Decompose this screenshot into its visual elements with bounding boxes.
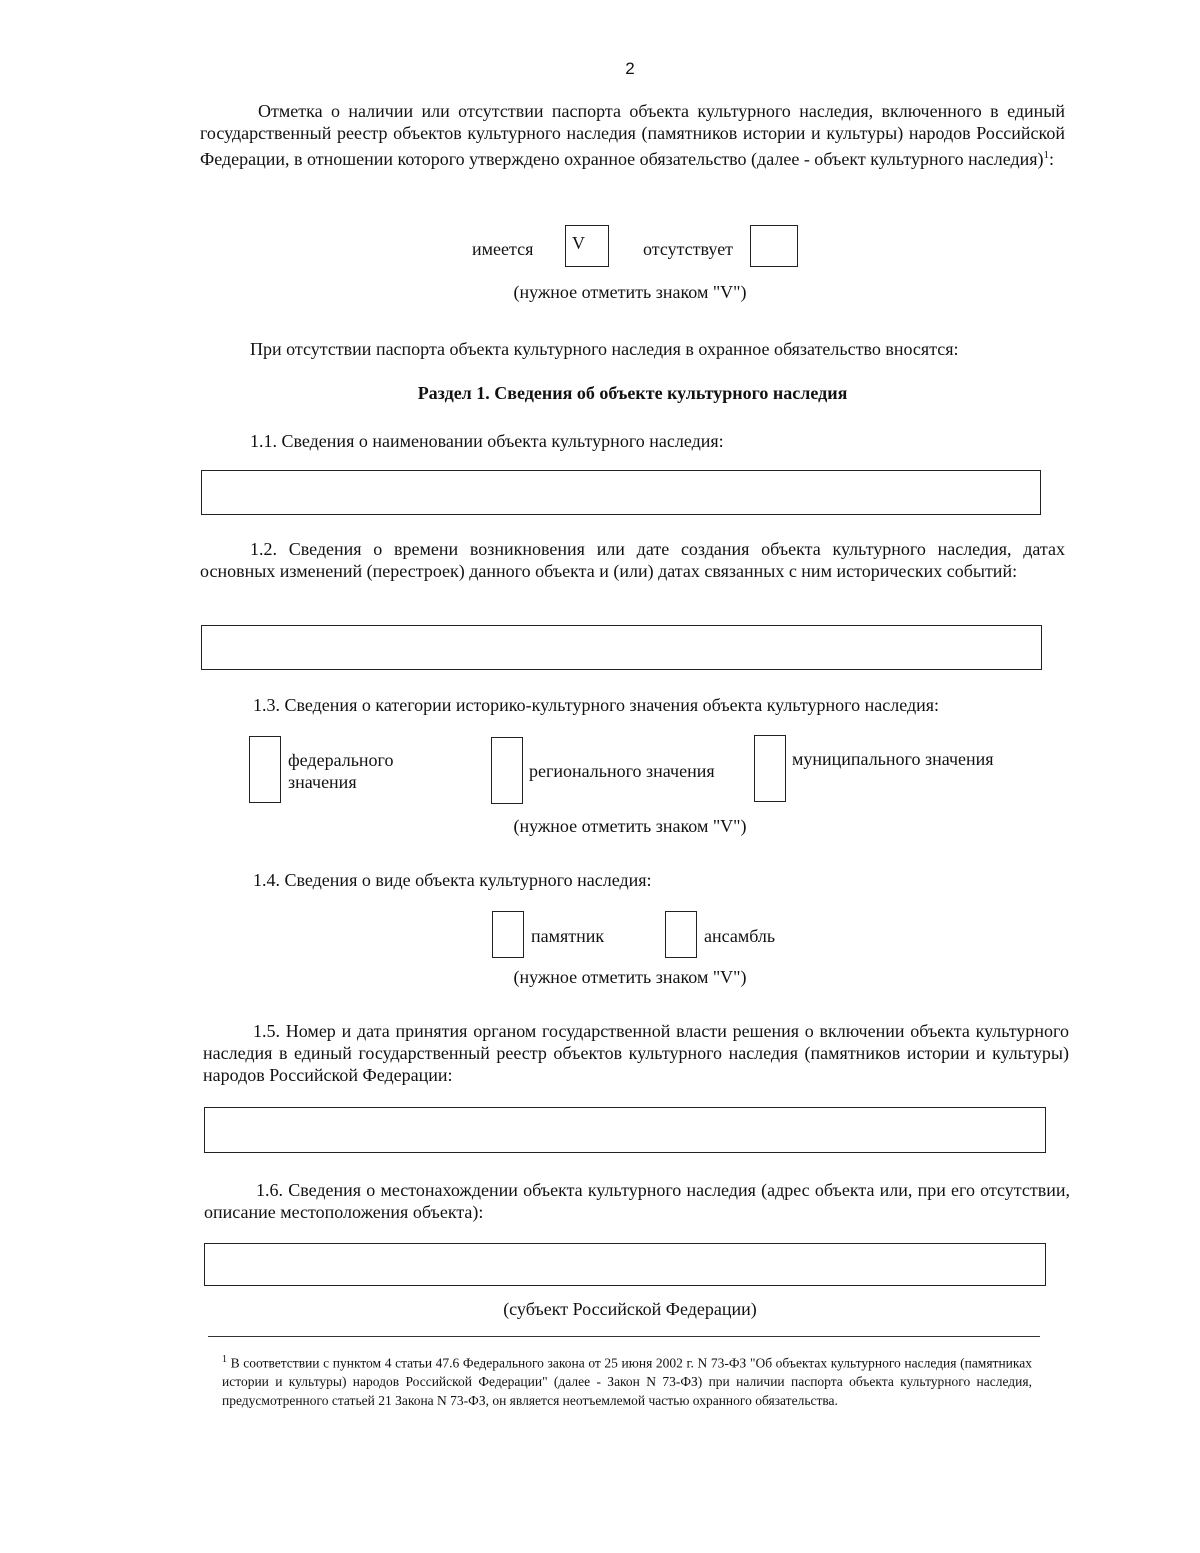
passport-absent-checkbox[interactable] [750, 225, 798, 267]
footnote-text: В соответствии с пунктом 4 статьи 47.6 Федерального закона от 25 июня 2002 г. N 73-ФЗ "Об объектах культурного наследия (памятниках истории и культуры) народов Российской Федерации" (далее - Закон N 73-ФЗ) при наличии паспорта объекта культурного наследия, предусмотренного статьей 21 Закона N 73-ФЗ, он является неотъемлемой частью охранного обязательства. [222, 1355, 1033, 1408]
footnote [222, 1351, 1032, 1410]
s1-3-label: 1.3. Сведения о категории историко-культурного значения объекта культурного наследия: [253, 695, 940, 715]
s1-4-monument-label: памятник [531, 926, 605, 946]
s1-6-input[interactable] [204, 1243, 1046, 1286]
intro-tail: : [1049, 149, 1055, 169]
passport-absent-label: отсутствует [643, 239, 734, 259]
s1-3-regional-checkbox[interactable] [491, 737, 523, 804]
section-1-title: Раздел 1. Сведения об объекте культурного наследия [417, 383, 848, 403]
s1-3-federal-checkbox[interactable] [249, 736, 281, 803]
s1-2-label: 1.2. Сведения о времени возникновения или дате создания объекта культурного наследия, датах основных изменений (перестроек) данного объекта и (или) датах связанных с ним исторических событий: [200, 539, 1065, 581]
s1-1-label: 1.1. Сведения о наименовании объекта культурного наследия: [250, 431, 724, 451]
s1-4-monument-checkbox[interactable] [492, 911, 524, 958]
footnote-separator [208, 1336, 1040, 1337]
intro-text: Отметка о наличии или отсутствии паспорта объекта культурного наследия, включенного в единый государственный реестр объектов культурного наследия (памятников истории и культуры) народов Российской Федерации, в отношении которого утверждено охранное обязательство (далее - объект культурного наследия) [200, 101, 1065, 169]
intro-paragraph [200, 100, 1065, 170]
s1-4-ensemble-checkbox[interactable] [665, 911, 697, 958]
s1-4-hint: (нужное отметить знаком "V") [513, 967, 747, 987]
s1-3-municipal-label: муниципального значения [792, 749, 994, 769]
footnote-ref[interactable]: 1 [1043, 149, 1050, 161]
s1-2-input[interactable] [201, 625, 1042, 670]
s1-3-regional-label: регионального значения [529, 761, 715, 781]
passport-has-check-mark: V [572, 233, 585, 253]
s1-3-federal-label: федерального значения [288, 750, 394, 792]
page-number: 2 [625, 59, 635, 78]
footnote-marker: 1 [222, 1354, 227, 1365]
s1-6-label: 1.6. Сведения о местонахождении объекта культурного наследия (адрес объекта или, при его отсутствии, описание местоположения объекта): [204, 1180, 1070, 1222]
passport-hint: (нужное отметить знаком "V") [513, 282, 747, 302]
s1-4-label: 1.4. Сведения о виде объекта культурного наследия: [253, 870, 652, 890]
s1-5-label: 1.5. Номер и дата принятия органом государственной власти решения о включении объекта культурного наследия в единый государственный реестр объектов культурного наследия (памятников истории и культуры) народов Российской Федерации: [203, 1021, 1069, 1085]
absence-note: При отсутствии паспорта объекта культурного наследия в охранное обязательство вносятся: [250, 339, 959, 359]
s1-1-input[interactable] [201, 470, 1041, 515]
s1-3-hint: (нужное отметить знаком "V") [513, 816, 747, 836]
s1-3-municipal-checkbox[interactable] [754, 735, 786, 802]
passport-has-checkbox[interactable] [565, 225, 609, 267]
s1-4-ensemble-label: ансамбль [704, 926, 776, 946]
passport-has-label: имеется [472, 239, 534, 259]
s1-6-caption: (субъект Российской Федерации) [503, 1299, 757, 1319]
s1-5-input[interactable] [204, 1107, 1046, 1153]
